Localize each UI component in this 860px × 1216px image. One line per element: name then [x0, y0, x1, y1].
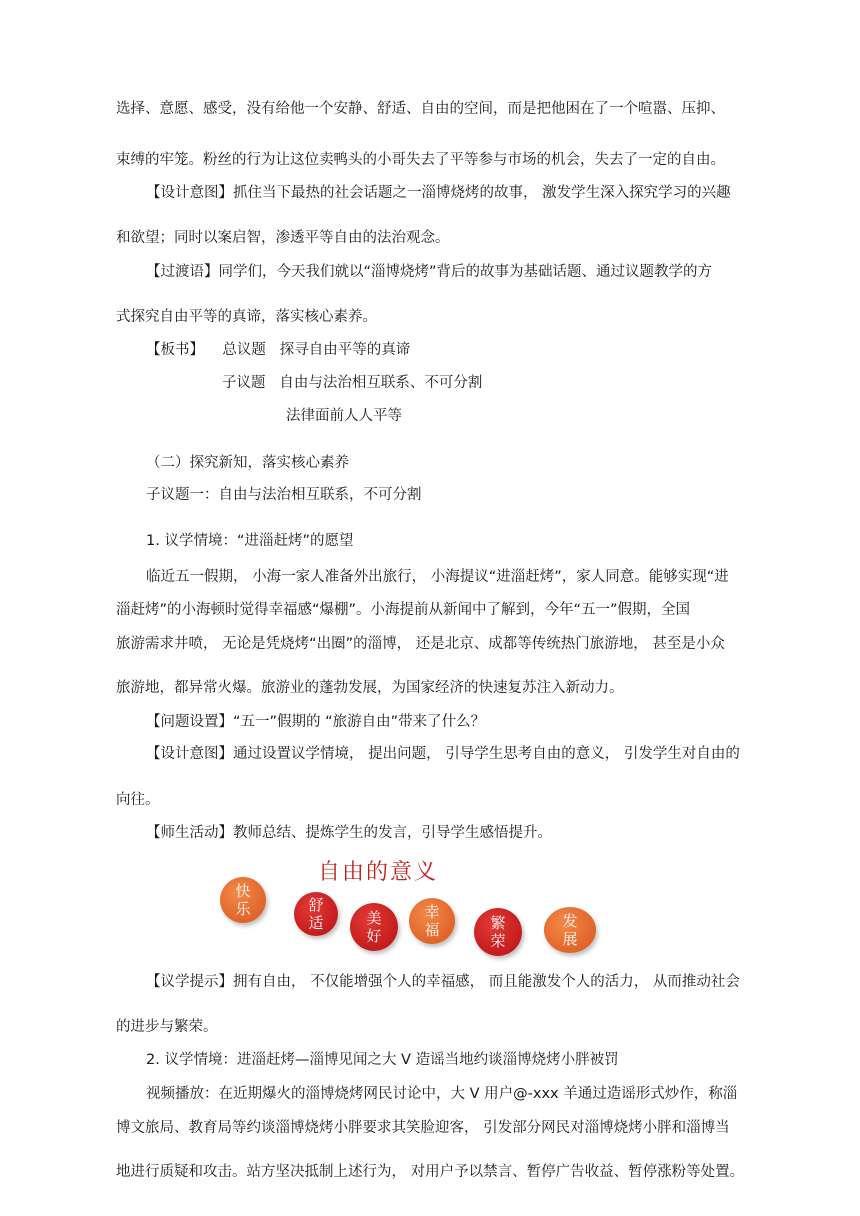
paragraph-line: 临近五一假期， 小海一家人准备外出旅行， 小海提议“进淄赶烤”，家人同意。能够实现“进	[146, 569, 729, 585]
paragraph-line: 【师生活动】教师总结、提炼学生的发言，引导学生感悟提升。	[146, 825, 552, 841]
paragraph-line: 选择、意愿、感受，没有给他一个安静、舒适、自由的空间，而是把他困在了一个喧嚣、压抑、	[116, 101, 725, 117]
scenario-heading: 1. 议学情境：“进淄赶烤”的愿望	[146, 533, 354, 549]
paragraph-line: 的进步与繁荣。	[116, 1019, 218, 1035]
paragraph-line: 淄赶烤”的小海顿时觉得幸福感“爆棚”。小海提前从新闻中了解到，今年“五一”假期，全国	[116, 602, 691, 618]
subtopic-heading: 子议题一：自由与法治相互联系，不可分割	[146, 487, 422, 503]
paragraph-line: 【设计意图】抓住当下最热的社会话题之一淄博烧烤的故事， 激发学生深入探究学习的兴趣	[146, 185, 731, 201]
paragraph-line: 束缚的牢笼。粉丝的行为让这位卖鸭头的小哥失去了平等参与市场的机会，失去了一定的自由。	[116, 152, 725, 168]
paragraph-line: 视频播放：在近期爆火的淄博烧烤网民讨论中，大 V 用户@-xxx 羊通过造谣形式炒作，称淄	[146, 1086, 738, 1102]
scenario-heading: 2. 议学情境：进淄赶烤—淄博见闻之大 V 造谣当地约谈淄博烧烤小胖被罚	[146, 1052, 619, 1068]
paragraph-line: 【问题设置】“五一”假期的 “旅游自由”带来了什么？	[146, 714, 486, 730]
blackboard-subtopic-2: 法律面前人人平等	[286, 408, 402, 424]
blackboard-heading: 【板书】 总议题 探寻自由平等的真谛	[146, 342, 411, 358]
bubble-happiness: 快 乐	[220, 877, 266, 923]
bubble-prosperity: 繁 荣	[474, 908, 522, 956]
paragraph-line: 旅游需求井喷， 无论是凭烧烤“出圈”的淄博， 还是北京、成都等传统热门旅游地， 甚至是小众	[116, 636, 725, 652]
paragraph-line: 和欲望；同时以案启智，渗透平等自由的法治观念。	[116, 230, 450, 246]
paragraph-line: 【过渡语】同学们，今天我们就以“淄博烧烤”背后的故事为基础话题、通过议题教学的方	[146, 264, 713, 280]
paragraph-line: 【设计意图】通过设置议学情境， 提出问题， 引导学生思考自由的意义， 引发学生对自由的	[146, 746, 740, 762]
paragraph-line: 旅游地，都异常火爆。旅游业的蓬勃发展，为国家经济的快速复苏注入新动力。	[116, 680, 624, 696]
bubble-comfort: 舒 适	[294, 892, 338, 936]
paragraph-line: 式探究自由平等的真谛，落实核心素养。	[116, 309, 377, 325]
paragraph-line: 向往。	[116, 792, 160, 808]
bubble-development: 发 展	[544, 907, 596, 953]
paragraph-line: 地进行质疑和攻击。站方坚决抵制上述行为， 对用户予以禁言、暂停广告收益、暂停涨粉等处置。	[116, 1164, 745, 1180]
paragraph-line: 博文旅局、教育局等约谈淄博烧烤小胖要求其笑脸迎客， 引发部分网民对淄博烧烤小胖和淄博当	[116, 1120, 730, 1136]
bubble-fortune: 幸 福	[409, 898, 455, 944]
section-heading: （二）探究新知，落实核心素养	[146, 455, 349, 471]
blackboard-subtopic: 子议题 自由与法治相互联系、不可分割	[222, 375, 483, 391]
diagram-title: 自由的意义	[318, 860, 439, 885]
bubble-beauty: 美 好	[350, 903, 398, 951]
paragraph-line: 【议学提示】拥有自由， 不仅能增强个人的幸福感， 而且能激发个人的活力， 从而推动社会	[146, 974, 740, 990]
